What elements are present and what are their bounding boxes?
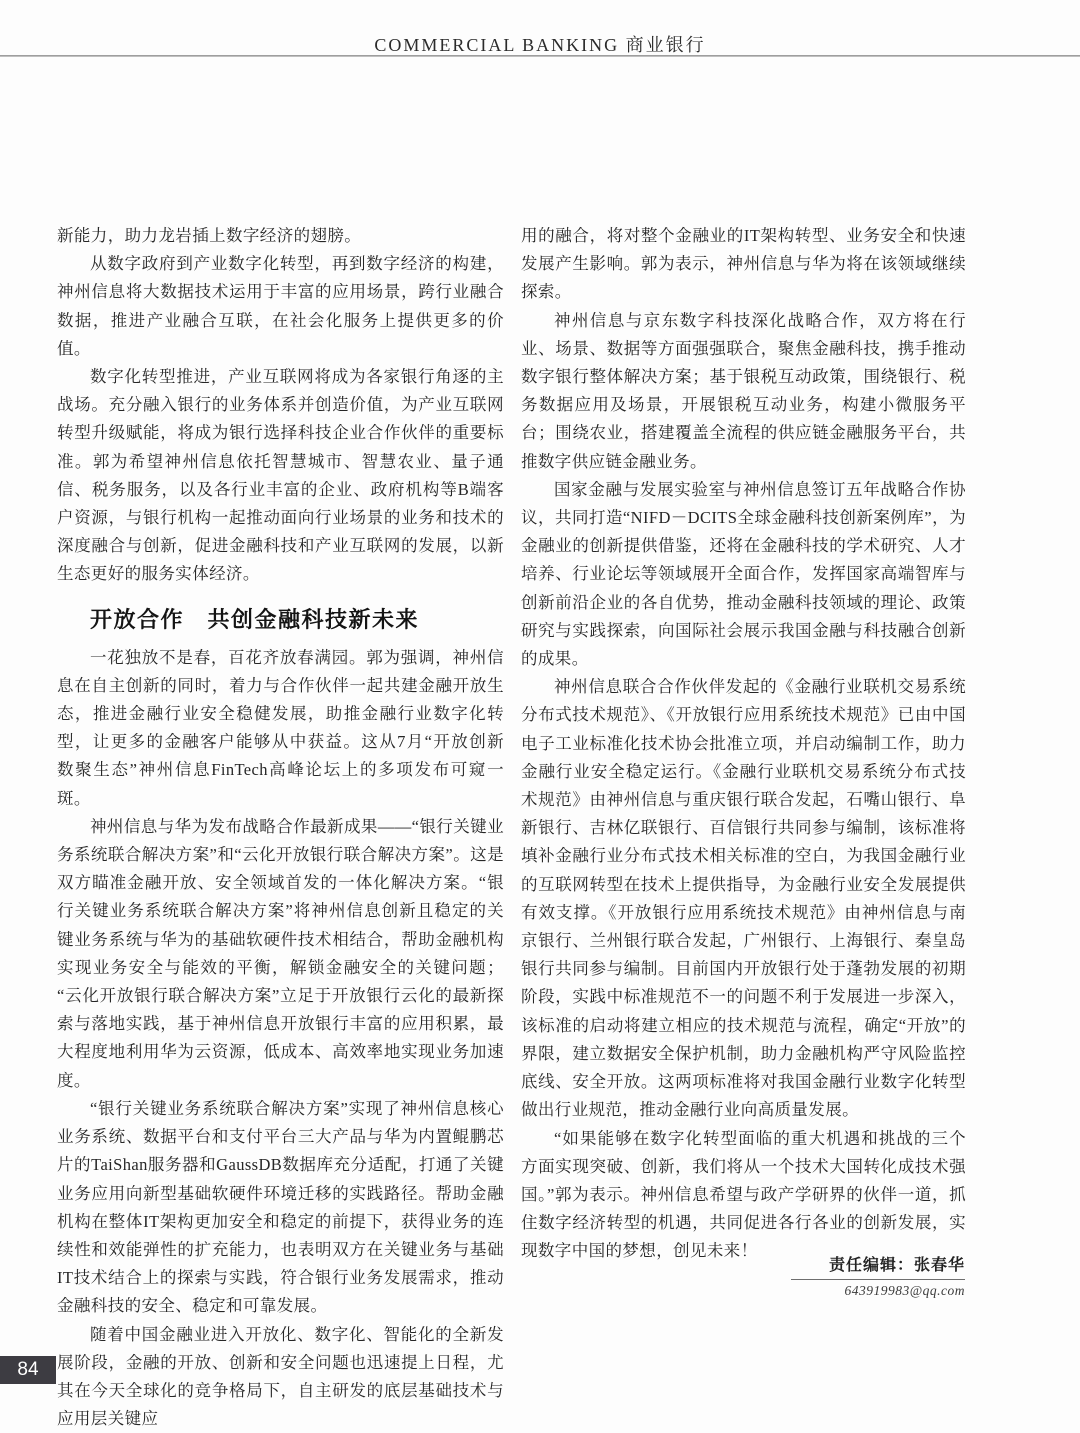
paragraph: 随着中国金融业进入开放化、数字化、智能化的全新发展阶段，金融的开放、创新和安全问题也迅速提上日程，尤其在今天全球化的竞争格局下，自主研发的底层基础技术与应用层关键应 xyxy=(57,1324,504,1429)
section-heading: 开放合作 共创金融科技新未来 xyxy=(90,606,420,632)
paragraph: 国家金融与发展实验室与神州信息签订五年战略合作协议，共同打造“NIFD－DCITS全球金融科技创新案例库”，为金融业的创新提供借鉴，还将在金融科技的学术研究、人才培养、行业论坛等领域展开全面合作，发挥国家高端智库与创新前沿企业的各自优势，推动金融科技领域的理论、政策研究与实践探索，向国际社会展示我国金融与科技融合创新的成果。 xyxy=(521,479,966,669)
article-right-column xyxy=(521,222,966,1266)
paragraph: “如果能够在数字化转型面临的重大机遇和挑战的三个方面实现突破、创新，我们将从一个技术大国转化成技术强国。”郭为表示。神州信息希望与政产学研界的伙伴一道，抓住数字经济转型的机遇，共同促进各行各业的创新发展，实现数字中国的梦想，创见未来！ xyxy=(521,1128,966,1261)
article-left-column xyxy=(57,222,521,1433)
paragraph: 从数字政府到产业数字化转型，再到数字经济的构建，神州信息将大数据技术运用于丰富的应用场景，跨行业融合数据，推进产业融合互联，在社会化服务上提供更多的价值。 xyxy=(57,254,504,358)
paragraph: 神州信息联合合作伙伴发起的《金融行业联机交易系统分布式技术规范》、《开放银行应用系统技术规范》已由中国电子工业标准化技术协会批准立项，并启动编制工作，助力金融行业安全稳定运行。《金融行业联机交易系统分布式技术规范》由神州信息与重庆银行联合发起，石嘴山银行、阜新银行、吉林亿联银行、百信银行共同参与编制，该标准将填补金融行业分布式技术相关标准的空白，为我国金融行业的互联网转型在技术上提供指导，为金融行业安全发展提供有效支撑。《开放银行应用系统技术规范》由神州信息与南京银行、兰州银行联合发起，广州银行、上海银行、秦皇岛银行共同参与编制。目前国内开放银行处于蓬勃发展的初期阶段，实践中标准规范不一的问题不利于发展进一步深入，该标准的启动将建立相应的技术规范与流程，确定“开放”的界限，建立数据安全保护机制，助力金融机构严守风险监控底线、安全开放。这两项标准将对我国金融行业数字化转型做出行业规范，推动金融行业向高质量发展。 xyxy=(521,677,966,1120)
editor-divider xyxy=(791,1279,965,1280)
paragraph: 数字化转型推进，产业互联网将成为各家银行角逐的主战场。充分融入银行的业务体系并创造价值，为产业互联网转型升级赋能，将成为银行选择科技企业合作伙伴的重要标准。郭为希望神州信息依托智慧城市、智慧农业、量子通信、税务服务，以及各行业丰富的企业、政府机构等B端客户资源，与银行机构一起推动面向行业场景的业务和技术的深度融合与创新，促进金融科技和产业互联网的发展，以新生态更好的服务实体经济。 xyxy=(57,367,504,584)
editor-block xyxy=(685,1252,965,1299)
paragraph: 神州信息与华为发布战略合作最新成果——“银行关键业务系统联合解决方案”和“云化开放银行联合解决方案”。这是双方瞄准金融开放、安全领域首发的一体化解决方案。“银行关键业务系统联合解决方案”将神州信息创新且稳定的关键业务系统与华为的基础软硬件技术相结合，帮助金融机构实现业务安全与能效的平衡，解锁金融安全的关键问题；“云化开放银行联合解决方案”立足于开放银行云化的最新探索与落地实践，基于神州信息开放银行丰富的应用积累，最大程度地利用华为云资源，低成本、高效率地实现业务加速度。 xyxy=(57,816,504,1090)
paragraph: 神州信息与京东数字科技深化战略合作，双方将在行业、场景、数据等方面强强联合，聚焦金融科技，携手推动数字银行整体解决方案；基于银税互动政策，围绕银行、税务数据应用及场景，开展银税互动业务，构建小微服务平台；围绕农业，搭建覆盖全流程的供应链金融服务平台，共推数字供应链金融业务。 xyxy=(521,310,966,471)
header-divider xyxy=(0,55,1080,57)
paragraph: 一花独放不是春，百花齐放春满园。郭为强调，神州信息在自主创新的同时，着力与合作伙伴一起共建金融开放生态，推进金融行业安全稳健发展，助推金融行业数字化转型，让更多的金融客户能够从中获益。这从7月“开放创新 数聚生态”神州信息FinTech高峰论坛上的多项发布可窥一斑。 xyxy=(57,647,521,808)
paragraph: 用的融合，将对整个金融业的IT架构转型、业务安全和快速发展产生影响。郭为表示，神州信息与华为将在该领域继续探索。 xyxy=(521,226,966,302)
page-number: 84 xyxy=(17,1359,39,1380)
editor-name: 责任编辑：张春华 xyxy=(828,1257,965,1274)
paragraph: 新能力，助力龙岩插上数字经济的翅膀。 xyxy=(57,226,362,245)
editor-email: 643919983@qq.com xyxy=(844,1283,965,1298)
paragraph: “银行关键业务系统联合解决方案”实现了神州信息核心业务系统、数据平台和支付平台三大产品与华为内置鲲鹏芯片的TaiShan服务器和GaussDB数据库充分适配，打通了关键业务应用向新型基础软硬件环境迁移的实践路径。帮助金融机构在整体IT架构更加安全和稳定的前提下，获得业务的连续性和效能弹性的扩充能力，也表明双方在关键业务与基础IT技术结合上的探索与实践，符合银行业务发展需求，推动金融科技的安全、稳定和可靠发展。 xyxy=(57,1098,504,1316)
page-header-title: COMMERCIAL BANKING 商业银行 xyxy=(374,35,706,55)
page-number-badge xyxy=(0,1356,56,1384)
